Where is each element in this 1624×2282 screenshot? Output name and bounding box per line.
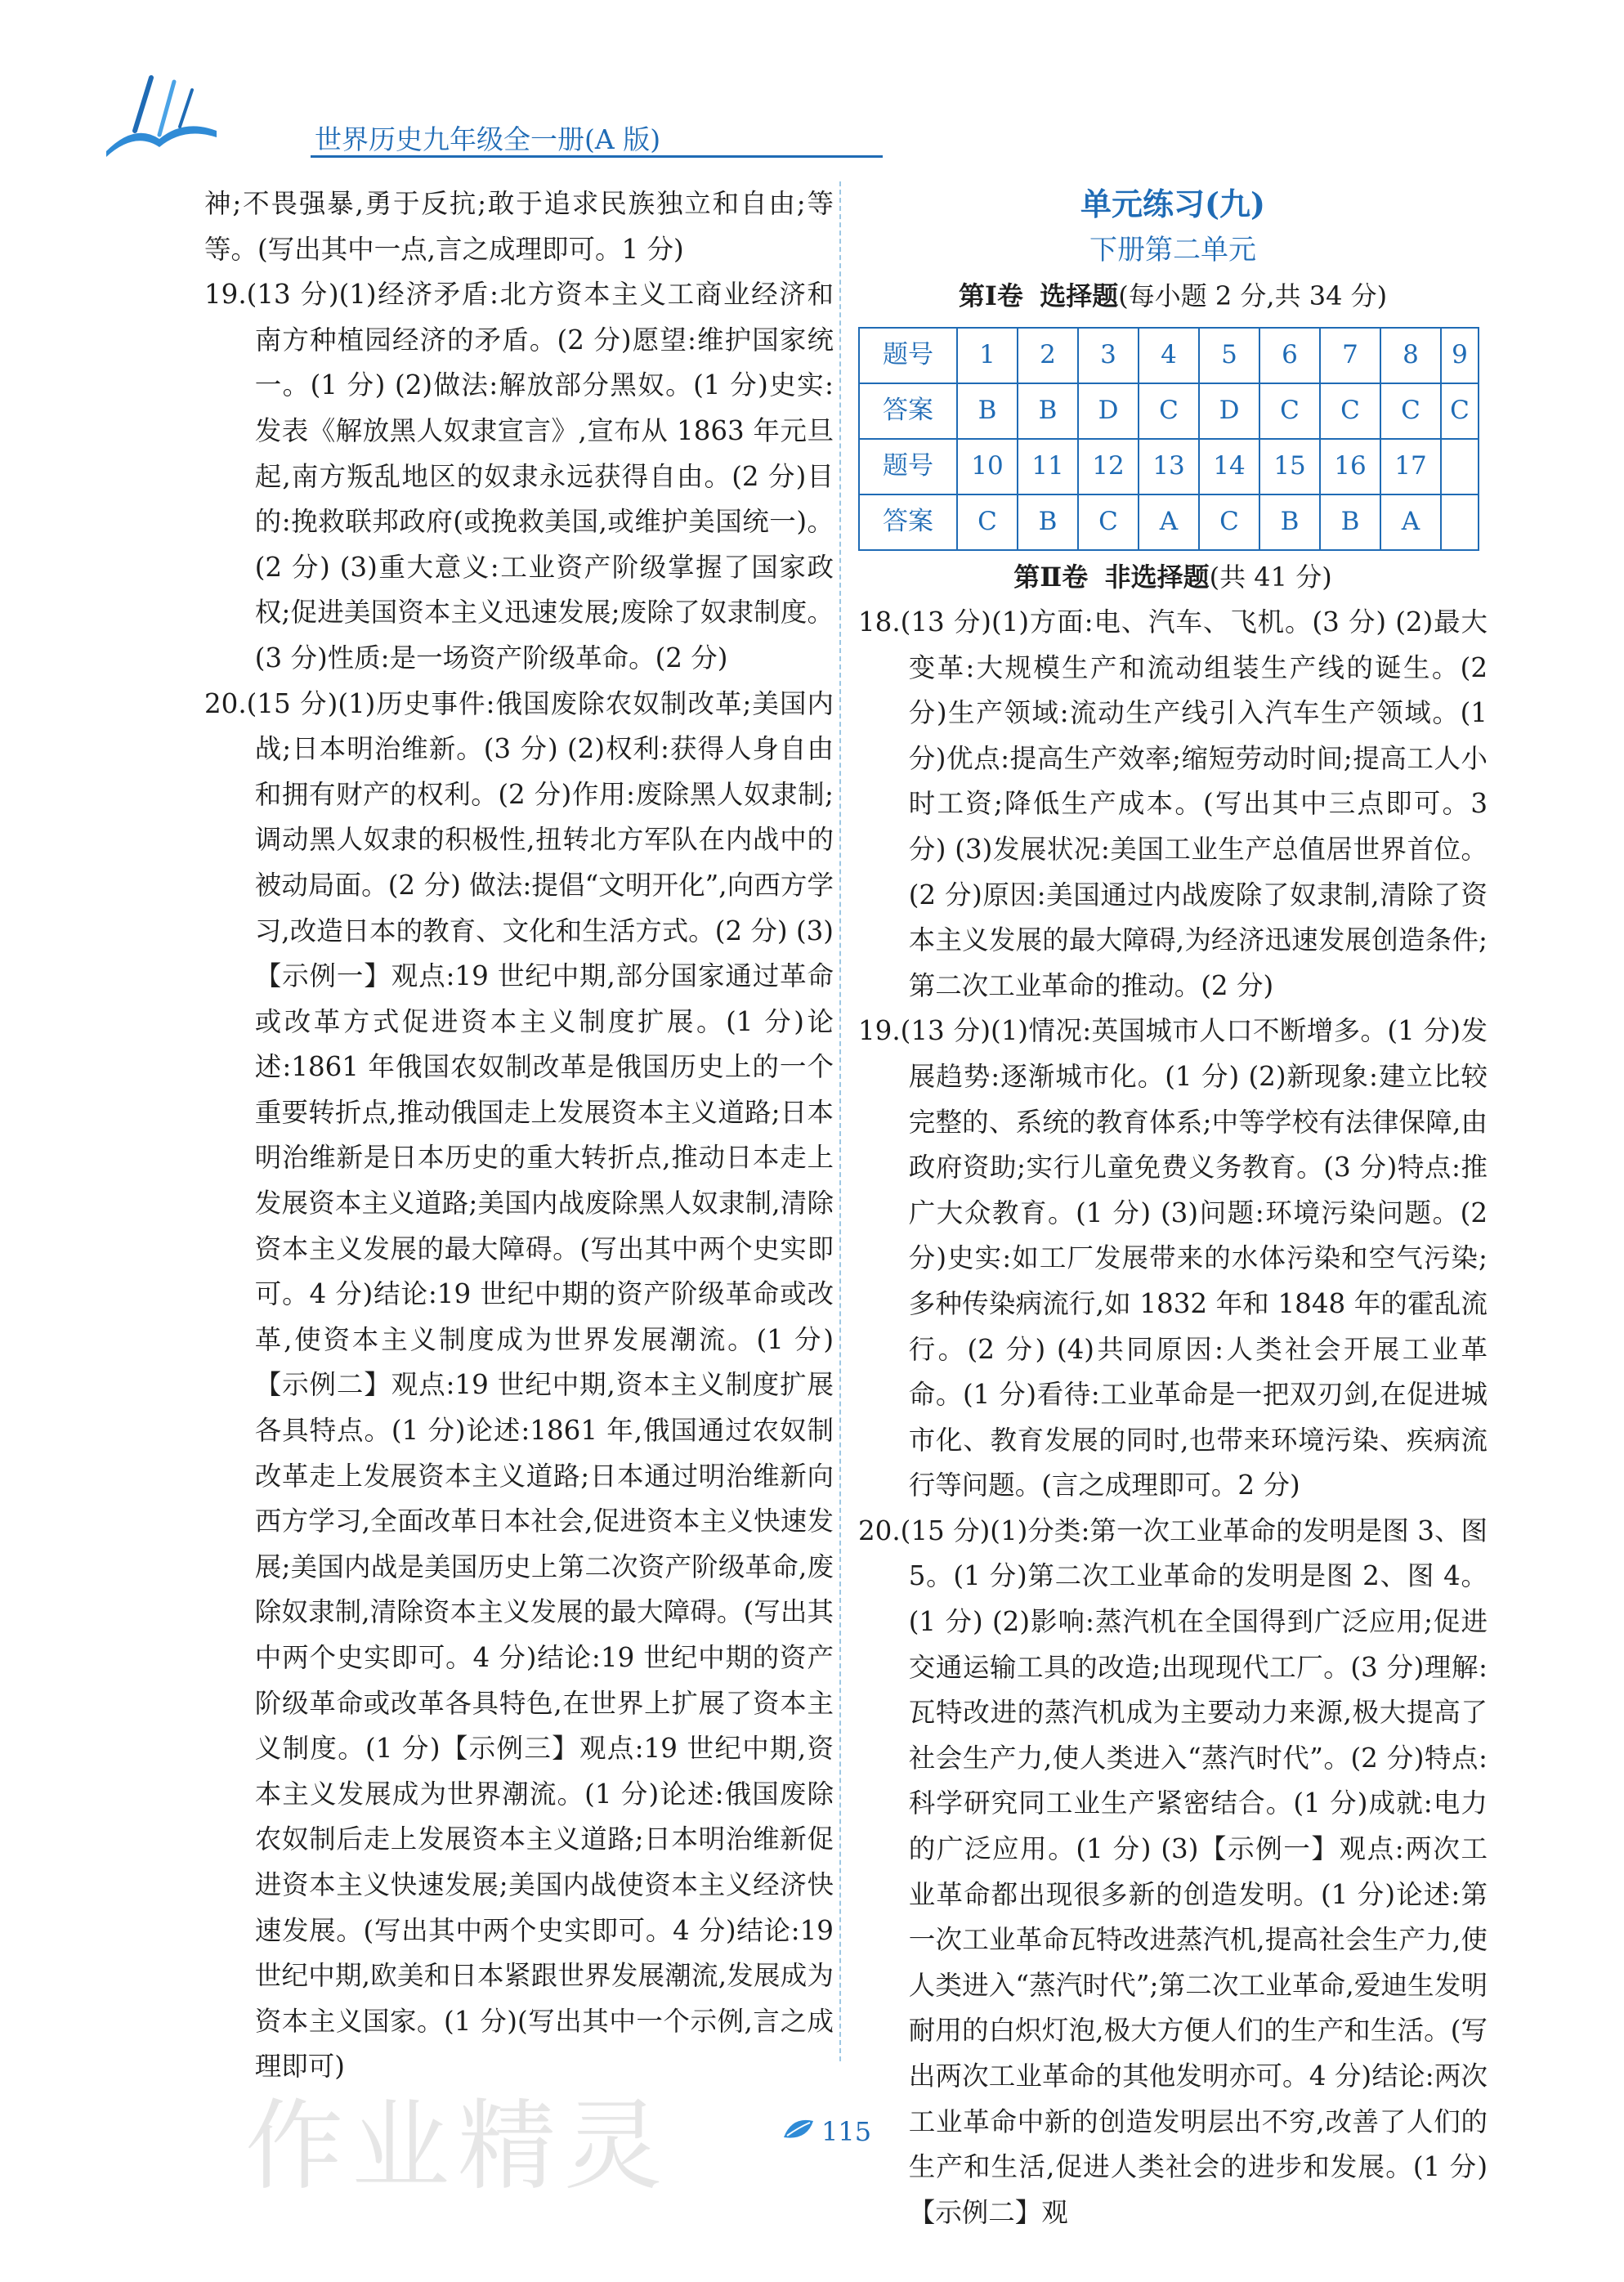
table-cell: 9 — [1441, 328, 1479, 383]
table-cell: B — [1018, 383, 1078, 439]
table-cell: 10 — [957, 439, 1018, 494]
table-cell: A — [1139, 494, 1199, 550]
answer-label: 答案 — [859, 383, 957, 439]
table-cell: C — [1199, 494, 1259, 550]
table-cell — [1441, 494, 1479, 550]
leaf-icon — [781, 2113, 826, 2149]
continuation-text: 神;不畏强暴,勇于反抗;敢于追求民族独立和自由;等等。(写出其中一点,言之成理即可。1 分) — [204, 188, 834, 265]
part2-title: 非选择题 — [1104, 562, 1210, 593]
table-cell: D — [1078, 383, 1139, 439]
table-cell: B — [1259, 494, 1320, 550]
column-divider — [839, 181, 841, 2061]
table-cell: A — [1380, 494, 1441, 550]
answer-20-history: 20.(15 分)(1)历史事件:俄国废除农奴制改革;美国内战;日本明治维新。(3 分) (2)权利:获得人身自由和拥有财产的权利。(2 分)作用:废除黑人奴隶制;调动黑人奴隶的积极性,扭转北方军队在内战中的被动局面。(2 分) 做法:提倡“文明开化”,向西方学习,改造日本的教育、文化和生活方式。(2 分) (3)【示例一】观点:19 世纪中期,部分国家通过革命或改革方式促进资本主义制度扩展。(1 分)论述:1861 年俄国农奴制改革是俄国历史上的一个重要转折点,推动俄国走上发展资本主义道路;日本明治维新是日本历史的重大转折点,推动日本走上发展资本主义道路;美国内战废除黑人奴隶制,清除资本主义发展的最大障碍。(写出其中两个史实即可。4 分)结论:19 世纪中期的资产阶级革命或改革,使资本主义制度成为世界发展潮流。(1 分)【示例二】观点:19 世纪中期,资本主义制度扩展各具特点。(1 分)论述:1861 年,俄国通过农奴制改革走上发展资本主义道路;日本通过明治维新向西方学习,全面改革日本社会,促进资本主义快速发展;美国内战是美国历史上第二次资产阶级革命,废除奴隶制,清除资本主义发展的最大障碍。(写出其中两个史实即可。4 分)结论:19 世纪中期的资产阶级革命或改革各具特色,在世界上扩展了资本主义制度。(1 分)【示例三】观点:19 世纪中期,资本主义发展成为世界潮流。(1 分)论述:俄国废除农奴制后走上发展资本主义道路;日本明治维新促进资本主义快速发展;美国内战使资本主义经济快速发展。(写出其中两个史实即可。4 分)结论:19 世纪中期,欧美和日本紧跟世界发展潮流,发展成为资本主义国家。(1 分)(写出其中一个示例,言之成理即可) — [204, 687, 834, 2083]
table-cell: 1 — [957, 328, 1018, 383]
table-cell: 14 — [1199, 439, 1259, 494]
table-cell: C — [1139, 383, 1199, 439]
table-cell: 7 — [1320, 328, 1380, 383]
table-cell: B — [1320, 494, 1380, 550]
table-cell: 3 — [1078, 328, 1139, 383]
table-cell: 16 — [1320, 439, 1380, 494]
section-title: 单元练习(九) — [1080, 186, 1265, 222]
table-cell — [1441, 439, 1479, 494]
answer-table — [858, 327, 1479, 551]
table-row — [859, 439, 1479, 494]
table-row — [859, 328, 1479, 383]
part1-label: 第Ⅰ卷 — [958, 280, 1023, 311]
part2-label: 第Ⅱ卷 — [1013, 562, 1089, 593]
table-cell: 5 — [1199, 328, 1259, 383]
section-subtitle: 下册第二单元 — [1089, 234, 1256, 266]
page-number — [781, 2113, 872, 2152]
table-cell: 15 — [1259, 439, 1320, 494]
table-cell: C — [1259, 383, 1320, 439]
table-cell: 6 — [1259, 328, 1320, 383]
right-column — [858, 181, 1488, 2235]
table-row — [859, 383, 1479, 439]
page-number-text: 115 — [821, 2116, 872, 2147]
table-cell: 17 — [1380, 439, 1441, 494]
answer-20: 20.(15 分)(1)分类:第一次工业革命的发明是图 3、图 5。(1 分)第二次工业革命的发明是图 2、图 4。(1 分) (2)影响:蒸汽机在全国得到广泛应用;促进交通运输工具的改造;出现现代工厂。(3 分)理解:瓦特改进的蒸汽机成为主要动力来源,极大提高了社会生产力,使人类进入“蒸汽时代”。(2 分)特点:科学研究同工业生产紧密结合。(1 分)成就:电力的广泛应用。(1 分) (3)【示例一】观点:两次工业革命都出现很多新的创造发明。(1 分)论述:第一次工业革命瓦特改进蒸汽机,提高社会生产力,使人类进入“蒸汽时代”;第二次工业革命,爱迪生发明耐用的白炽灯泡,极大方便人们的生产和生活。(写出两次工业革命的其他发明亦可。4 分)结论:两次工业革命中新的创造发明层出不穷,改善了人们的生产和生活,促进人类社会的进步和发展。(1 分)【示例二】观 — [858, 1515, 1488, 2228]
table-cell: D — [1199, 383, 1259, 439]
table-cell: B — [957, 383, 1018, 439]
question-number-label: 题号 — [859, 439, 957, 494]
table-cell: 12 — [1078, 439, 1139, 494]
table-cell: C — [1320, 383, 1380, 439]
table-cell: 2 — [1018, 328, 1078, 383]
answer-label: 答案 — [859, 494, 957, 550]
part1-title: 选择题 — [1040, 280, 1119, 311]
table-cell: 4 — [1139, 328, 1199, 383]
table-cell: C — [1078, 494, 1139, 550]
header-rule — [311, 155, 883, 158]
table-cell: B — [1018, 494, 1078, 550]
table-cell: C — [1441, 383, 1479, 439]
part2-heading — [858, 554, 1488, 600]
part1-note: (每小题 2 分,共 34 分) — [1118, 280, 1388, 311]
table-row — [859, 494, 1479, 550]
answer-19: 19.(13 分)(1)情况:英国城市人口不断增多。(1 分)发展趋势:逐渐城市化。(1 分) (2)新现象:建立比较完整的、系统的教育体系;中等学校有法律保障,由政府资助;实行儿童免费义务教育。(3 分)特点:推广大众教育。(1 分) (3)问题:环境污染问题。(2 分)史实:如工厂发展带来的水体污染和空气污染;多种传染病流行,如 1832 年和 1848 年的霍乱流行。(2 分) (4)共同原因:人类社会开展工业革命。(1 分)看待:工业革命是一把双刃剑,在促进城市化、教育发展的同时,也带来环境污染、疾病流行等问题。(言之成理即可。2 分) — [858, 1015, 1488, 1501]
answer-18: 18.(13 分)(1)方面:电、汽车、飞机。(3 分) (2)最大变革:大规模生产和流动组装生产线的诞生。(2 分)生产领域:流动生产线引入汽车生产领域。(1 分)优点:提高生产效率;缩短劳动时间;提高工人小时工资;降低生产成本。(写出其中三点即可。3 分) (3)发展状况:美国工业生产总值居世界首位。(2 分)原因:美国通过内战废除了奴隶制,清除了资本主义发展的最大障碍,为经济迅速发展创造条件;第二次工业革命的推动。(2 分) — [858, 606, 1488, 1001]
table-cell: 13 — [1139, 439, 1199, 494]
table-cell: 8 — [1380, 328, 1441, 383]
table-cell: 11 — [1018, 439, 1078, 494]
table-cell: C — [957, 494, 1018, 550]
book-logo-icon — [102, 74, 225, 163]
part2-note: (共 41 分) — [1209, 562, 1332, 593]
question-number-label: 题号 — [859, 328, 957, 383]
part1-heading — [858, 273, 1488, 319]
table-cell: C — [1380, 383, 1441, 439]
answer-19-history: 19.(13 分)(1)经济矛盾:北方资本主义工商业经济和南方种植园经济的矛盾。(2 分)愿望:维护国家统一。(1 分) (2)做法:解放部分黑奴。(1 分)史实:发表《解放黑人奴隶宣言》,宣布从 1863 年元旦起,南方叛乱地区的奴隶永远获得自由。(2 分)目的:挽救联邦政府(或挽救美国,或维护美国统一)。(2 分) (3)重大意义:工业资产阶级掌握了国家政权;促进美国资本主义迅速发展;废除了奴隶制度。(3 分)性质:是一场资产阶级革命。(2 分) — [204, 279, 834, 673]
header-title: 世界历史九年级全一册(A 版) — [315, 123, 661, 155]
watermark: 作业精灵 — [245, 2090, 670, 2204]
left-column — [204, 181, 834, 2090]
